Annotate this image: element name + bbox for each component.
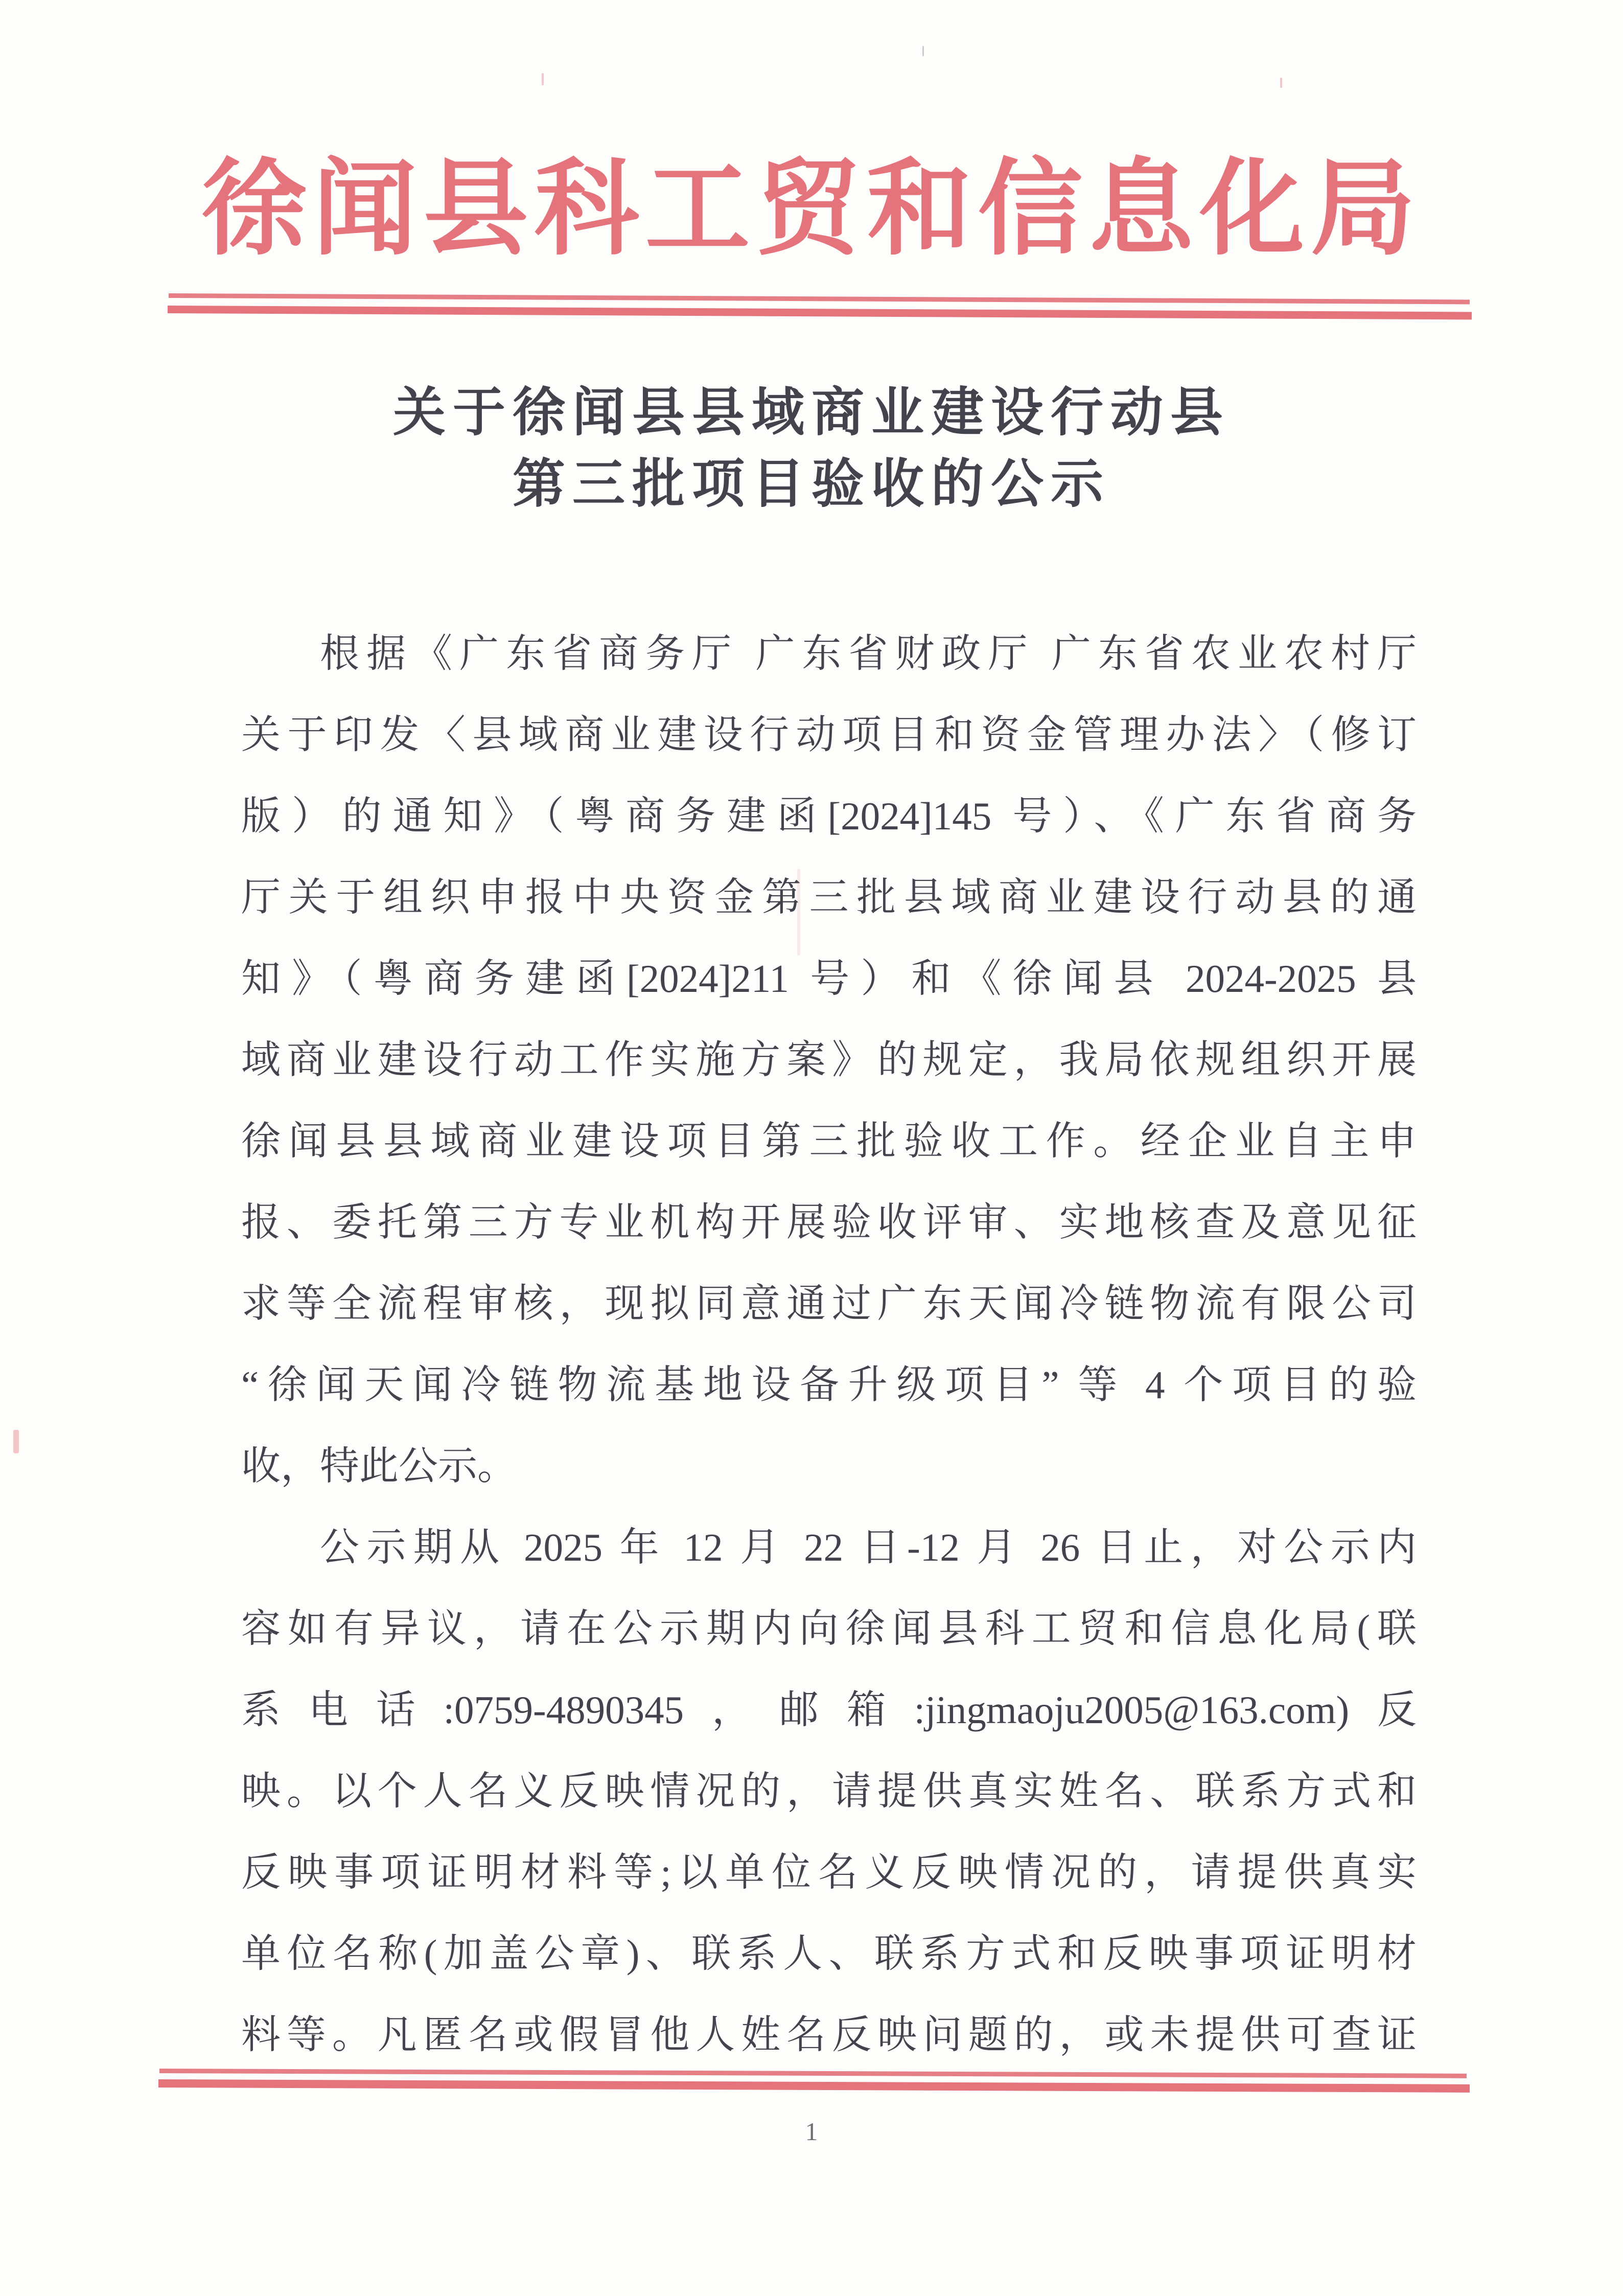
body-line-4: 厅关于组织申报中央资金第三批县域商业建设行动县的通 [241, 875, 1417, 919]
body-line-16: 反映事项证明材料等;以单位名义反映情况的，请提供真实 [241, 1850, 1417, 1894]
body-line-9: 求等全流程审核，现拟同意通过广东天闻冷链物流有限公司 [241, 1282, 1417, 1326]
letterhead-divider-thin [169, 293, 1470, 304]
footer-divider-thick [158, 2079, 1470, 2093]
letterhead-divider-thick [168, 306, 1472, 319]
document-title [0, 377, 1623, 520]
body-line-18: 料等。凡匿名或假冒他人姓名反映问题的，或未提供可查证 [241, 2013, 1417, 2057]
body-line-15: 映。以个人名义反映情况的，请提供真实姓名、联系方式和 [241, 1769, 1417, 1813]
body-line-7: 徐闻县县域商业建设项目第三批验收工作。经企业自主申 [241, 1119, 1417, 1163]
document-title-line2: 第三批项目验收的公示 [513, 455, 1110, 514]
scan-artifact [922, 46, 924, 56]
body-line-11: 收，特此公示。 [241, 1444, 517, 1488]
scan-artifact [542, 73, 544, 85]
body-line-13: 容如有异议，请在公示期内向徐闻县科工贸和信息化局(联 [241, 1607, 1417, 1651]
body-line-3: 版）的通知》（粤商务建函[2024]145 号）、《广东省商务 [241, 794, 1417, 838]
scan-artifact [797, 869, 800, 956]
page-number: 1 [805, 2117, 818, 2146]
body-line-17: 单位名称(加盖公章)、联系人、联系方式和反映事项证明材 [241, 1932, 1417, 1976]
body-line-10: “徐闻天闻冷链物流基地设备升级项目” 等 4 个项目的验 [241, 1363, 1417, 1407]
body-line-6: 域商业建设行动工作实施方案》的规定，我局依规组织开展 [241, 1038, 1417, 1082]
body-line-5: 知》（粤商务建函[2024]211 号）和《徐闻县 2024-2025 县 [241, 957, 1417, 1001]
document-title-line1: 关于徐闻县县域商业建设行动县 [393, 384, 1230, 442]
body-line-14: 系电话:0759-4890345，邮箱:jingmaoju2005@163.com)反 [241, 1688, 1417, 1732]
body-line-12: 公示期从 2025 年 12 月 22 日-12 月 26 日止，对公示内 [320, 1525, 1417, 1569]
body-line-8: 报、委托第三方专业机构开展验收评审、实地核查及意见征 [241, 1200, 1417, 1244]
body-line-1: 根据《广东省商务厅 广东省财政厅 广东省农业农村厅 [320, 632, 1417, 676]
document-body [241, 613, 1417, 2076]
scan-artifact [1280, 78, 1282, 88]
body-line-2: 关于印发〈县域商业建设行动项目和资金管理办法〉（修订 [241, 713, 1417, 757]
letterhead-agency-name: 徐闻县科工贸和信息化局 [201, 152, 1422, 268]
scan-artifact [13, 1430, 19, 1453]
